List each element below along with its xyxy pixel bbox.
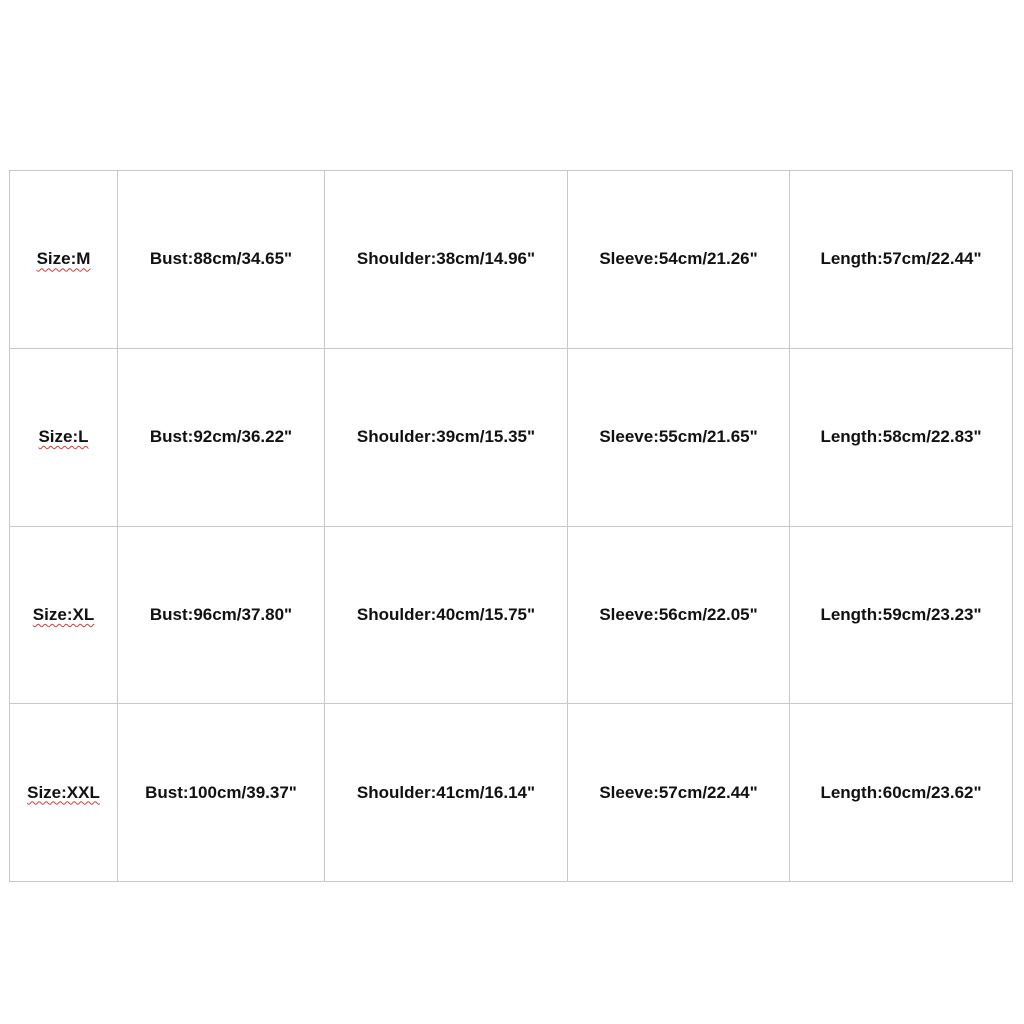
size-label: Size:XL (32, 604, 95, 624)
table-row (10, 526, 1013, 704)
shoulder-cell: Shoulder:39cm/15.35" (325, 348, 568, 526)
size-label: Size:M (36, 249, 91, 269)
sleeve-cell: Sleeve:54cm/21.26" (568, 171, 790, 349)
bust-cell: Bust:92cm/36.22" (118, 348, 325, 526)
size-cell (10, 171, 118, 349)
sleeve-cell: Sleeve:56cm/22.05" (568, 526, 790, 704)
length-cell: Length:60cm/23.62" (790, 704, 1013, 882)
table-row (10, 348, 1013, 526)
table-row (10, 171, 1013, 349)
size-label: Size:L (38, 427, 89, 447)
bust-cell: Bust:100cm/39.37" (118, 704, 325, 882)
size-chart-table (9, 170, 1013, 882)
sleeve-cell: Sleeve:55cm/21.65" (568, 348, 790, 526)
size-label: Size:XXL (27, 782, 100, 802)
length-cell: Length:58cm/22.83" (790, 348, 1013, 526)
size-cell (10, 348, 118, 526)
sleeve-cell: Sleeve:57cm/22.44" (568, 704, 790, 882)
bust-cell: Bust:96cm/37.80" (118, 526, 325, 704)
shoulder-cell: Shoulder:40cm/15.75" (325, 526, 568, 704)
shoulder-cell: Shoulder:41cm/16.14" (325, 704, 568, 882)
size-cell (10, 526, 118, 704)
table-row (10, 704, 1013, 882)
length-cell: Length:57cm/22.44" (790, 171, 1013, 349)
bust-cell: Bust:88cm/34.65" (118, 171, 325, 349)
length-cell: Length:59cm/23.23" (790, 526, 1013, 704)
size-cell (10, 704, 118, 882)
shoulder-cell: Shoulder:38cm/14.96" (325, 171, 568, 349)
